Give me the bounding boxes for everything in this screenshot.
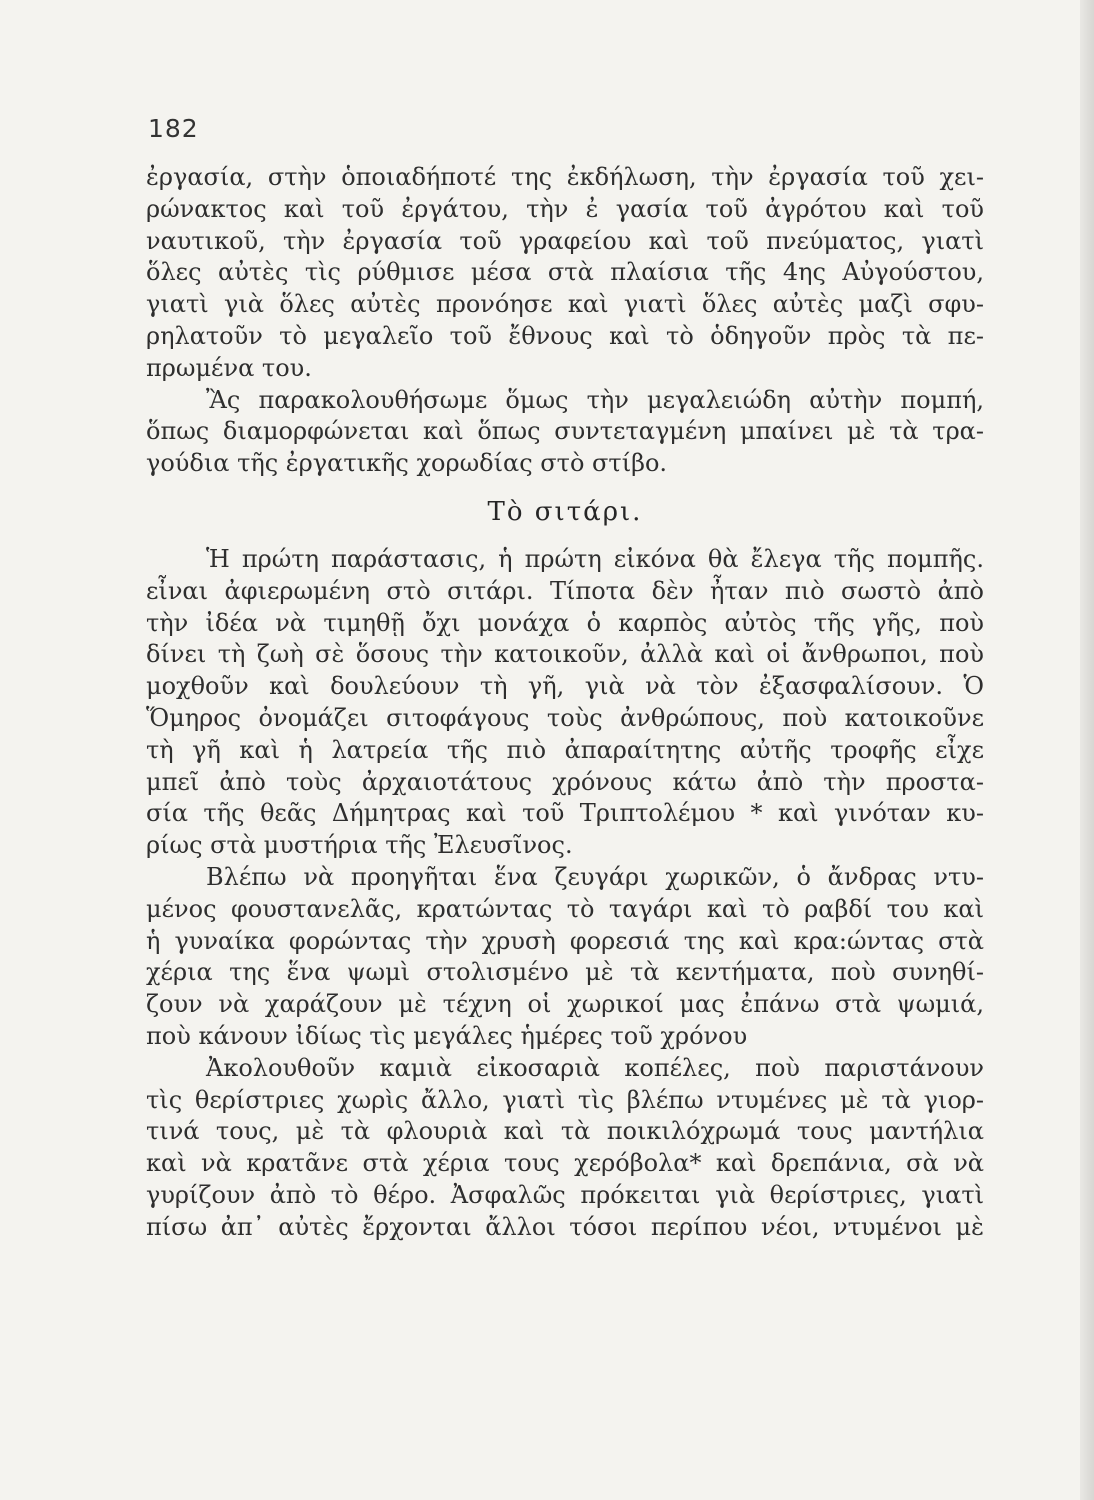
paragraph-4 (146, 862, 984, 1053)
text-line: δίνει τὴ ζωὴ σὲ ὅσους τὴν κατοικοῦν, ἀλλὰ καὶ οἱ ἄνθρωποι, ποὺ (146, 640, 984, 669)
text-line: σία τῆς θεᾶς Δήμητρας καὶ τοῦ Τριπτολέμου * καὶ γινόταν κυ- (146, 799, 984, 828)
text-line: τινά τους, μὲ τὰ φλουριὰ καὶ τὰ ποικιλόχρωμά τους μαντήλια (146, 1117, 984, 1146)
page-edge-shadow (1080, 0, 1094, 1500)
text-line: γυρίζουν ἀπὸ τὸ θέρο. Ἀσφαλῶς πρόκειται γιὰ θερίστριες, γιατὶ (146, 1180, 984, 1209)
text-line: γούδια τῆς ἐργατικῆς χορωδίας στὸ στίβο. (146, 449, 668, 478)
paragraph-3 (146, 544, 984, 862)
text-line: τὴ γῆ καὶ ἡ λατρεία τῆς πιὸ ἀπαραίτητης αὐτῆς τροφῆς εἶχε (146, 735, 984, 764)
text-line: τὴν ἰδέα νὰ τιμηθῇ ὄχι μονάχα ὁ καρπὸς αὐτὸς τῆς γῆς, ποὺ (146, 608, 984, 637)
text-line: ἡ γυναίκα φορώντας τὴν χρυσὴ φορεσιά της καὶ κρα:ώντας στὰ (146, 926, 984, 955)
text-line: εἶναι ἀφιερωμένη στὸ σιτάρι. Τίποτα δὲν ἦταν πιὸ σωστὸ ἀπὸ (146, 576, 984, 605)
text-line: Βλέπω νὰ προηγῆται ἕνα ζευγάρι χωρικῶν, ὁ ἄνδρας ντυ- (206, 862, 984, 891)
page-number: 182 (148, 114, 199, 143)
text-line: ρώνακτος καὶ τοῦ ἐργάτου, τὴν ἐ γασία τοῦ ἀγρότου καὶ τοῦ (146, 194, 984, 223)
text-line: καὶ νὰ κρατᾶνε στὰ χέρια τους χερόβολα* καὶ δρεπάνια, σὰ νὰ (146, 1149, 984, 1178)
text-line: ὅλες αὐτὲς τὶς ρύθμισε μέσα στὰ πλαίσια τῆς 4ης Αὐγούστου, (146, 258, 984, 287)
text-line: γιατὶ γιὰ ὅλες αὐτὲς προνόησε καὶ γιατὶ ὅλες αὐτὲς μαζὶ σφυ- (146, 290, 984, 319)
text-line: ποὺ κάνουν ἰδίως τὶς μεγάλες ἡμέρες τοῦ χρόνου (146, 1021, 748, 1050)
text-line: Ὅμηρος ὀνομάζει σιτοφάγους τοὺς ἀνθρώπους, ποὺ κατοικοῦνε (146, 703, 984, 732)
text-line: Ἀκολουθοῦν καμιὰ εἰκοσαριὰ κοπέλες, ποὺ παριστάνουν (206, 1053, 984, 1082)
text-line: ρηλατοῦν τὸ μεγαλεῖο τοῦ ἔθνους καὶ τὸ ὁδηγοῦν πρὸς τὰ πε- (146, 321, 984, 350)
text-line: Ἡ πρώτη παράστασις, ἡ πρώτη εἰκόνα θὰ ἔλεγα τῆς πομπῆς. (206, 544, 984, 573)
text-line: μοχθοῦν καὶ δουλεύουν τὴ γῆ, γιὰ νὰ τὸν ἐξασφαλίσουν. Ὁ (146, 672, 984, 701)
text-line: τὶς θερίστριες χωρὶς ἄλλο, γιατὶ τὶς βλέπω ντυμένες μὲ τὰ γιορ- (146, 1085, 984, 1114)
text-line: μπεῖ ἀπὸ τοὺς ἀρχαιοτάτους χρόνους κάτω ἀπὸ τὴν προστα- (146, 767, 984, 796)
text-line: ζουν νὰ χαράζουν μὲ τέχνη οἱ χωρικοί μας ἐπάνω στὰ ψωμιά, (146, 990, 984, 1019)
text-line: ναυτικοῦ, τὴν ἐργασία τοῦ γραφείου καὶ τοῦ πνεύματος, γιατὶ (146, 226, 984, 255)
paragraph-5 (146, 1053, 984, 1244)
text-line: μένος φουστανελᾶς, κρατώντας τὸ ταγάρι καὶ τὸ ραβδί του καὶ (146, 894, 984, 923)
text-line: πρωμένα του. (146, 353, 312, 382)
section-heading: Τὸ σιτάρι. (487, 496, 643, 527)
paragraph-1 (146, 162, 984, 385)
text-line: χέρια της ἕνα ψωμὶ στολισμένο μὲ τὰ κεντήματα, ποὺ συνηθί- (146, 958, 984, 987)
text-line: ὅπως διαμορφώνεται καὶ ὅπως συντεταγμένη μπαίνει μὲ τὰ τρα- (146, 417, 984, 446)
text-line: ἐργασία, στὴν ὁποιαδήποτέ της ἐκδήλωση, τὴν ἐργασία τοῦ χει- (146, 163, 984, 191)
text-line: Ἂς παρακολουθήσωμε ὅμως τὴν μεγαλειώδη αὐτὴν πομπή, (206, 385, 984, 414)
paragraph-2 (146, 385, 984, 480)
body-text (146, 162, 984, 1244)
text-line: πίσω ἀπ᾽ αὐτὲς ἔρχονται ἄλλοι τόσοι περίπου νέοι, ντυμένοι μὲ (146, 1212, 984, 1241)
text-line: ρίως στὰ μυστήρια τῆς Ἐλευσῖνος. (146, 831, 573, 860)
